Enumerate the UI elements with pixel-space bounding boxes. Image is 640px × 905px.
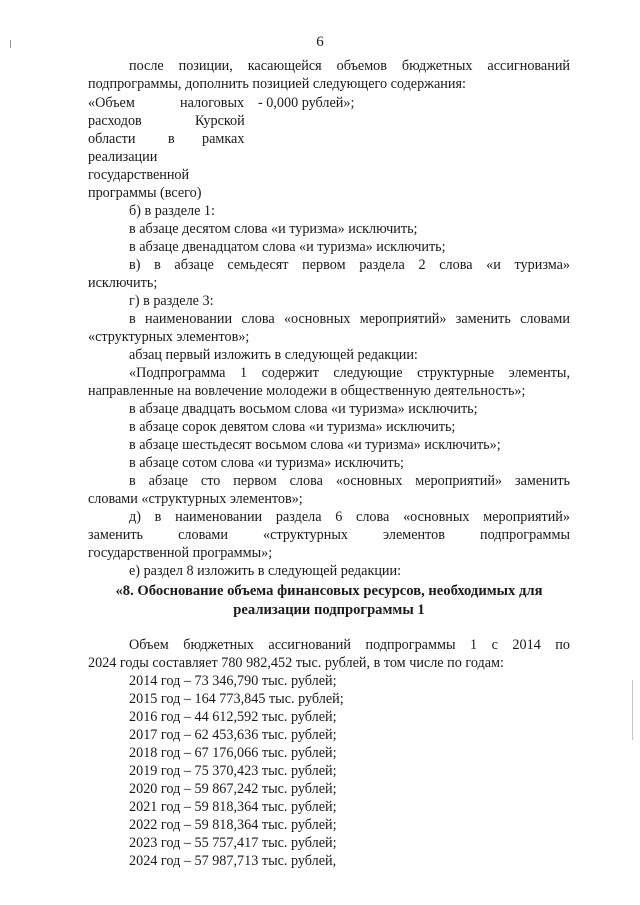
year-amount-line: 2015 год – 164 773,845 тыс. рублей; — [129, 691, 344, 707]
text-line: подпрограммы, дополнить позицией следующего содержания: — [88, 76, 466, 92]
text-line: исключить; — [88, 275, 158, 291]
page-number: 6 — [316, 34, 324, 50]
table-cell: «Объем — [88, 95, 135, 111]
text-line: в абзаце двадцать восьмом слова «и туризма» исключить; — [129, 401, 478, 417]
text-line: б) в разделе 1: — [129, 203, 215, 219]
text-line: 2024 годы составляет 780 982,452 тыс. рублей, в том числе по годам: — [88, 655, 504, 671]
table-cell: области — [88, 131, 136, 147]
text-line: в абзаце шестьдесят восьмом слова «и туризма» исключить»; — [129, 437, 501, 453]
year-amount-line: 2014 год – 73 346,790 тыс. рублей; — [129, 673, 337, 689]
table-cell: реализации — [88, 149, 158, 165]
text-line: в абзаце сто первом слова «основных мероприятий» заменить — [129, 473, 570, 489]
text-line: после позиции, касающейся объемов бюджетных ассигнований — [129, 58, 570, 74]
table-cell: программы (всего) — [88, 185, 202, 201]
text-line: е) раздел 8 изложить в следующей редакции: — [129, 563, 402, 579]
text-line: Объем бюджетных ассигнований подпрограммы 1 с 2014 по — [129, 637, 570, 653]
text-line: заменить словами «структурных элементов подпрограммы — [88, 527, 570, 543]
text-line: в абзаце сотом слова «и туризма» исключить; — [129, 455, 404, 471]
text-line: словами «структурных элементов»; — [88, 491, 303, 507]
text-line: в наименовании слова «основных мероприятий» заменить словами — [129, 311, 570, 327]
year-amount-line: 2024 год – 57 987,713 тыс. рублей, — [129, 853, 337, 869]
year-amount-line: 2019 год – 75 370,423 тыс. рублей; — [129, 763, 337, 779]
text-line: в абзаце двенадцатом слова «и туризма» исключить; — [129, 239, 446, 255]
table-cell: в — [168, 131, 175, 147]
text-line: «Подпрограмма 1 содержит следующие структурные элементы, — [129, 365, 570, 381]
text-line: д) в наименовании раздела 6 слова «основных мероприятий» — [129, 509, 570, 525]
text-line: в абзаце десятом слова «и туризма» исключить; — [129, 221, 418, 237]
table-cell: Курской — [195, 113, 245, 129]
table-cell: - 0,000 рублей»; — [258, 95, 355, 111]
year-amount-line: 2020 год – 59 867,242 тыс. рублей; — [129, 781, 337, 797]
year-amount-line: 2016 год – 44 612,592 тыс. рублей; — [129, 709, 337, 725]
text-line: направленные на вовлечение молодежи в общественную деятельность»; — [88, 383, 526, 399]
section-heading: «8. Обоснование объема финансовых ресурсов, необходимых для — [115, 583, 543, 599]
table-cell: расходов — [88, 113, 142, 129]
text-line: в) в абзаце семьдесят первом раздела 2 слова «и туризма» — [129, 257, 570, 273]
table-cell: рамках — [202, 131, 245, 147]
year-amount-line: 2023 год – 55 757,417 тыс. рублей; — [129, 835, 337, 851]
text-line: г) в разделе 3: — [129, 293, 214, 309]
section-heading: реализации подпрограммы 1 — [233, 602, 425, 618]
text-line: в абзаце сорок девятом слова «и туризма» исключить; — [129, 419, 456, 435]
year-amount-line: 2021 год – 59 818,364 тыс. рублей; — [129, 799, 337, 815]
table-cell: государственной — [88, 167, 190, 183]
scan-edge-mark — [632, 680, 633, 740]
text-line: «структурных элементов»; — [88, 329, 250, 345]
text-line: абзац первый изложить в следующей редакции: — [129, 347, 418, 363]
text-line: государственной программы»; — [88, 545, 273, 561]
year-amount-line: 2017 год – 62 453,636 тыс. рублей; — [129, 727, 337, 743]
year-amount-line: 2018 год – 67 176,066 тыс. рублей; — [129, 745, 337, 761]
year-amount-line: 2022 год – 59 818,364 тыс. рублей; — [129, 817, 337, 833]
table-cell: налоговых — [180, 95, 245, 111]
